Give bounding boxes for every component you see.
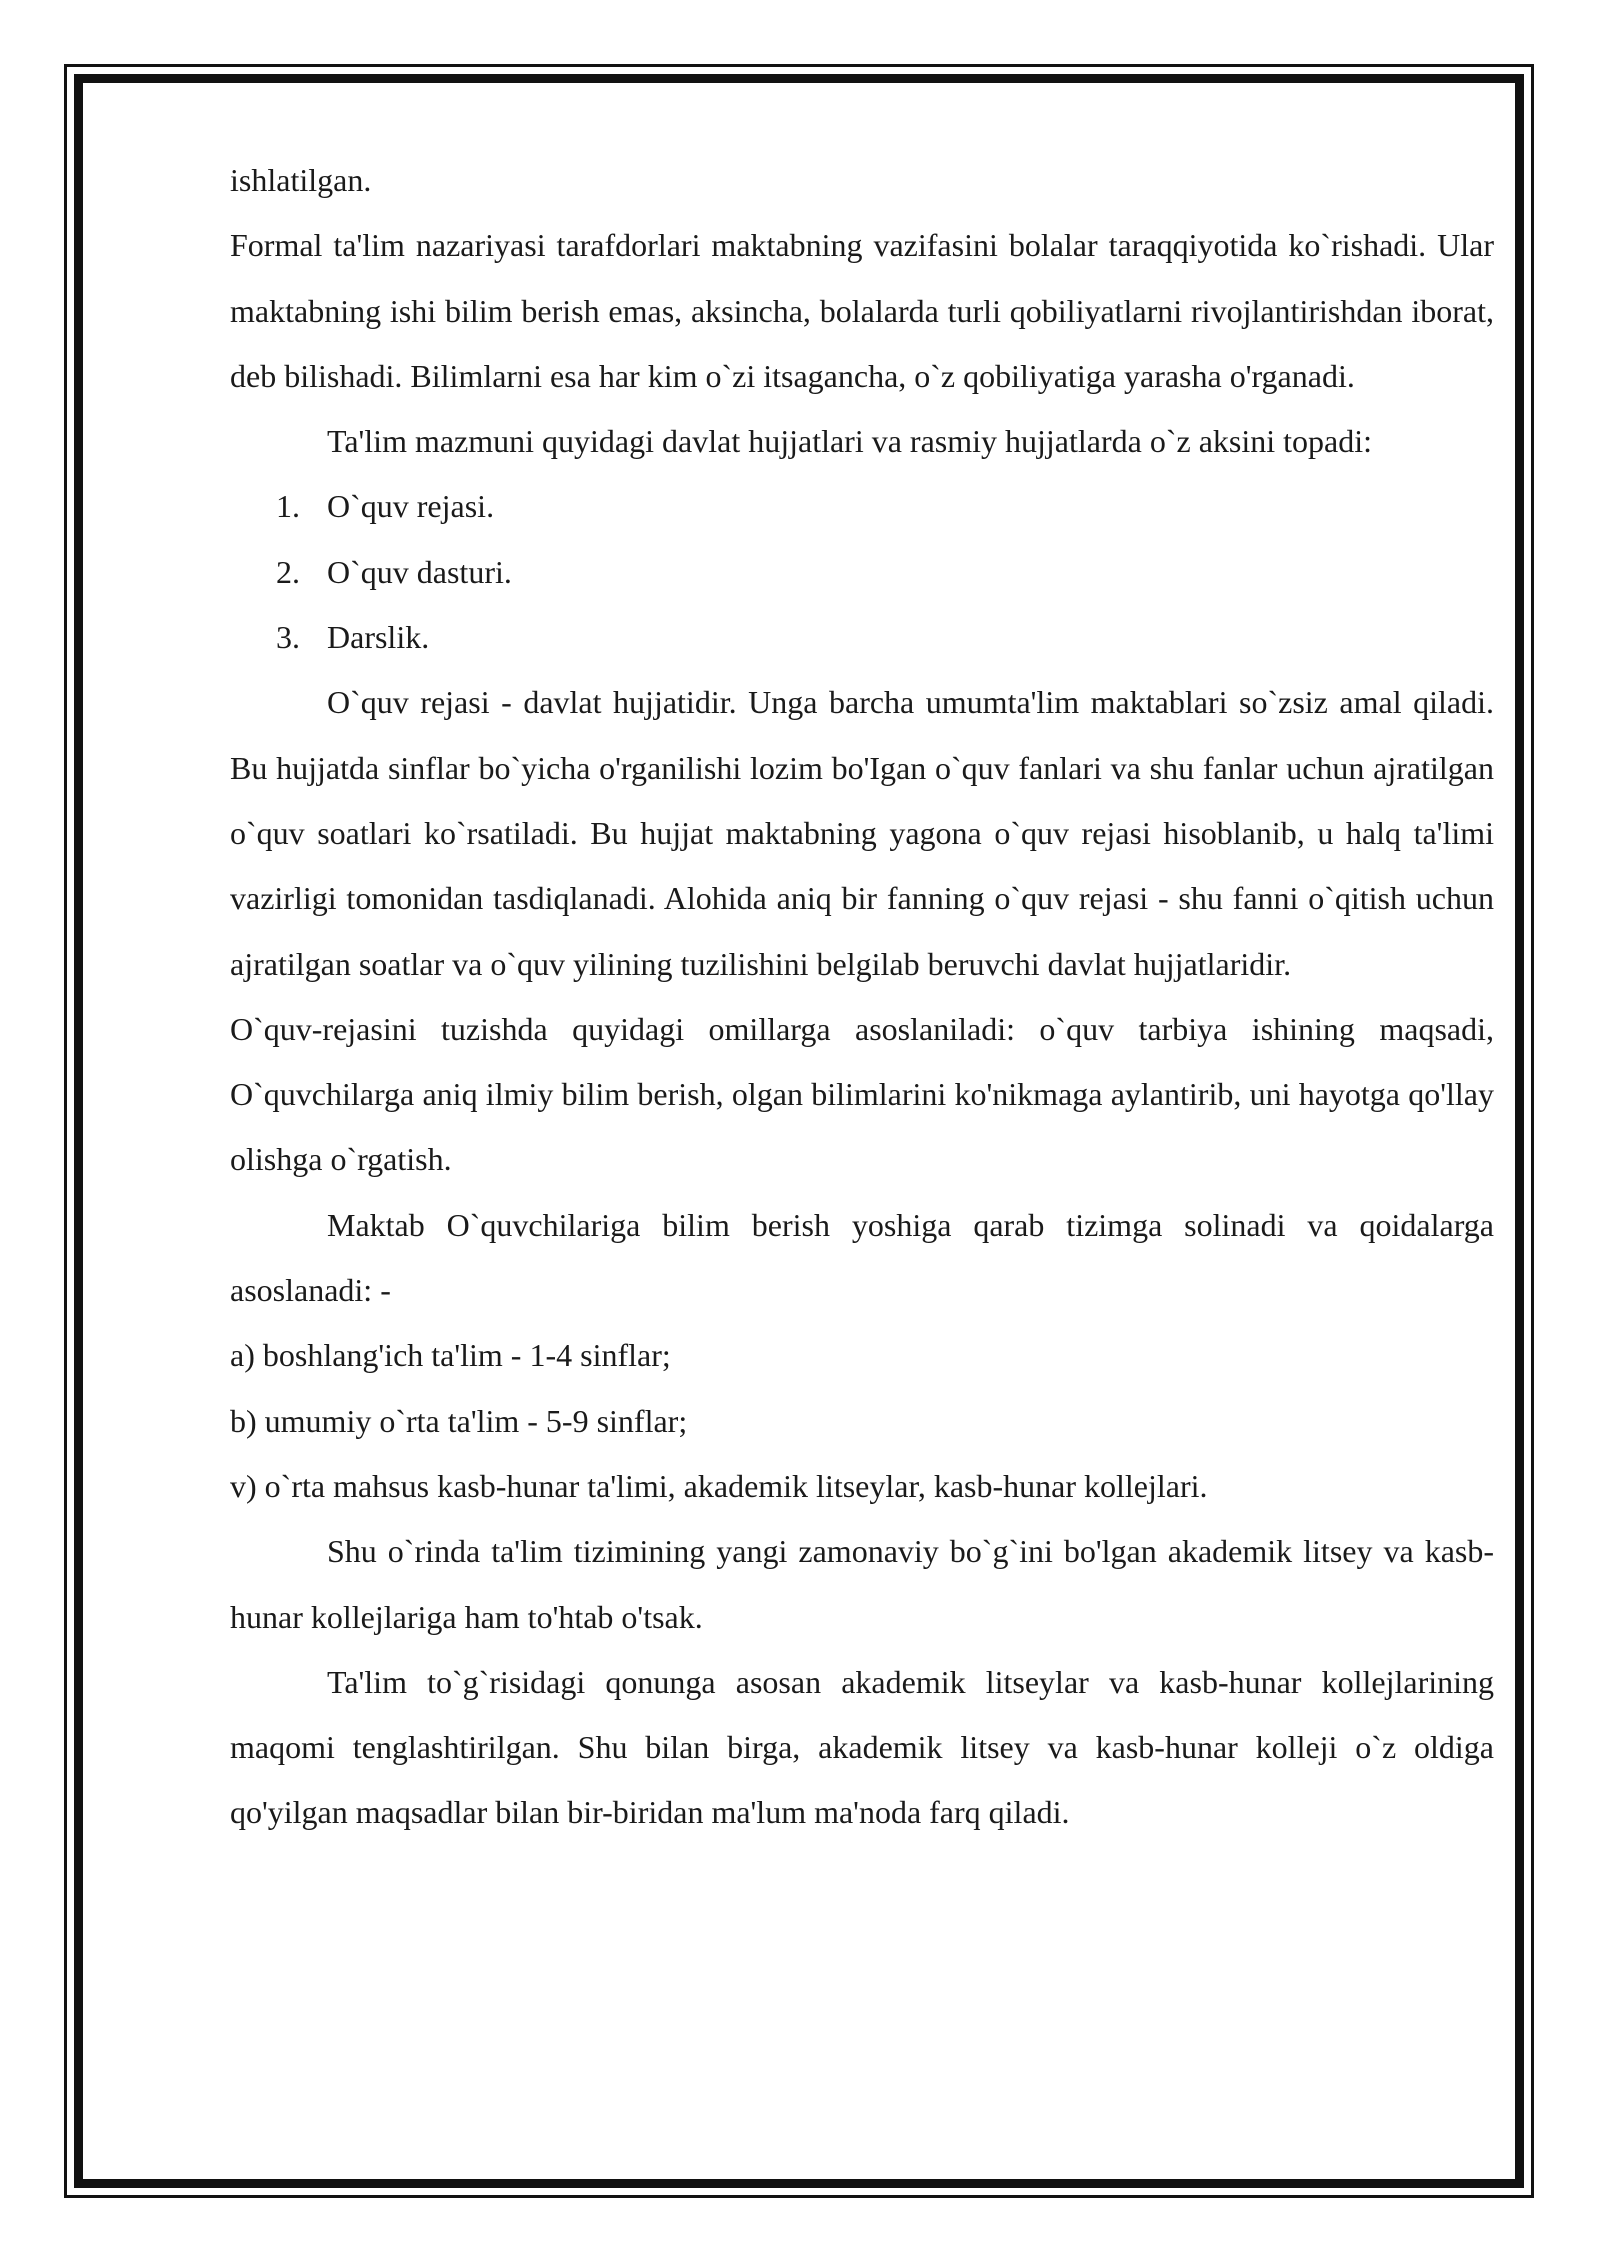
list-item-text: O`quv dasturi.: [327, 553, 512, 590]
document-list: [230, 474, 1494, 670]
paragraph-formal-education: Formal ta'lim nazariyasi tarafdorlari maktabning vazifasini bolalar taraqqiyotida ko`rishadi. Ular maktabning ishi bilim berish emas, aksincha, bolalarda turli qobiliyatlarni rivojlantirishdan iborat, deb bilishadi. Bilimlarni esa har kim o`zi itsagancha, o`z qobiliyatiga yarasha o'rganadi.: [230, 227, 1494, 394]
list-item-number: 2.: [276, 553, 300, 590]
list-item: [230, 605, 1494, 670]
list-item: [230, 474, 1494, 539]
list-item: [230, 540, 1494, 605]
stage-item-b: b) umumiy o`rta ta'lim - 5-9 sinflar;: [230, 1402, 688, 1439]
paragraph-lyceum-college: Shu o`rinda ta'lim tizimining yangi zamonaviy bo`g`ini bo'lgan akademik litsey va kasb-hunar kollejlariga ham to'htab o'tsak.: [230, 1533, 1494, 1635]
paragraph-curriculum-factors: O`quv-rejasini tuzishda quyidagi omillarga asoslaniladi: o`quv tarbiya ishining maqsadi, O`quvchilarga aniq ilmiy bilim berish, olgan bilimlarini ko'nikmaga aylantirib, uni hayotga qo'llay olishga o`rgatish.: [230, 1010, 1494, 1178]
paragraph-curriculum: O`quv rejasi - davlat hujjatidir. Unga barcha umumta'lim maktablari so`zsiz amal qiladi. Bu hujjatda sinflar bo`yicha o'rganilishi lozim bo'Igan o`quv fanlari va shu fanlar uchun ajratilgan o`quv soatlari ko`rsatiladi. Bu hujjat maktabning yagona o`quv rejasi hisoblanib, u halq ta'limi vazirligi tomonidan tasdiqlanadi. Alohida aniq bir fanning o`quv rejasi - shu fanni o`qitish uchun ajratilgan soatlar va o`quv yilining tuzilishini belgilab beruvchi davlat hujjatlaridir.: [230, 684, 1494, 982]
paragraph-school-stages: Maktab O`quvchilariga bilim berish yoshiga qarab tizimga solinadi va qoidalarga asoslanadi: -: [230, 1206, 1494, 1309]
paragraph-education-content: Ta'lim mazmuni quyidagi davlat hujjatlari va rasmiy hujjatlarda o`z aksini topadi:: [327, 423, 1373, 460]
paragraph-education-law: Ta'lim to`g`risidagi qonunga asosan akademik litseylar va kasb-hunar kollejlarining maqomi tenglashtirilgan. Shu bilan birga, akademik litsey va kasb-hunar kolleji o`z oldiga qo'yilgan maqsadlar bilan bir-biridan ma'lum ma'noda farq qiladi.: [230, 1663, 1494, 1831]
paragraph-continuation: ishlatilgan.: [230, 162, 372, 198]
list-item-number: 1.: [276, 488, 300, 525]
stage-item-a: a) boshlang'ich ta'lim - 1-4 sinflar;: [230, 1337, 671, 1374]
document-body: [230, 148, 1494, 1846]
list-item-text: O`quv rejasi.: [327, 488, 495, 525]
list-item-number: 3.: [276, 619, 300, 656]
stage-item-v: v) o`rta mahsus kasb-hunar ta'limi, akademik litseylar, kasb-hunar kollejlari.: [230, 1467, 1208, 1504]
list-item-text: Darslik.: [327, 619, 430, 656]
